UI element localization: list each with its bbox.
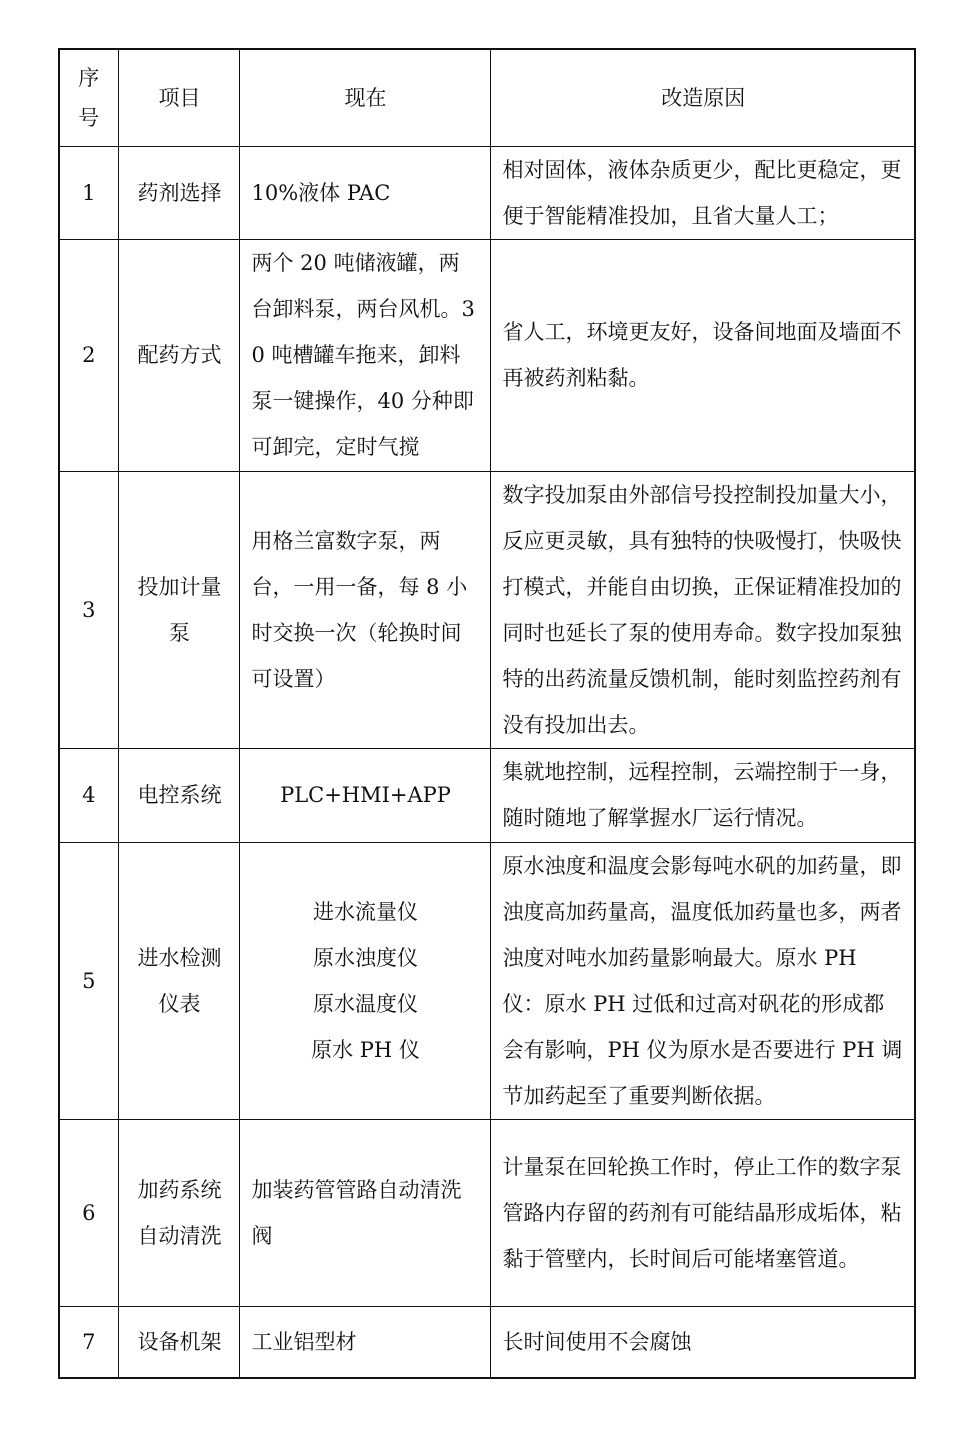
row-reason: 计量泵在回轮换工作时，停止工作的数字泵管路内存留的药剂有可能结晶形成垢体，粘黏于管壁内，长时间后可能堵塞管道。 — [490, 1119, 915, 1306]
row-reason: 数字投加泵由外部信号投控制投加量大小，反应更灵敏，具有独特的快吸慢打，快吸快打模式，并能自由切换，正保证精准投加的同时也延长了泵的使用寿命。数字投加泵独特的出药流量反馈机制，能时刻监控药剂有没有投加出去。 — [490, 471, 915, 748]
header-item: 项目 — [118, 49, 239, 146]
row-no: 1 — [59, 146, 118, 239]
row-no: 6 — [59, 1119, 118, 1306]
instrument-item: 原水 PH 仪 — [311, 1037, 420, 1062]
table-row — [59, 146, 915, 239]
header-row — [59, 49, 915, 146]
row-no: 3 — [59, 471, 118, 748]
row-item: 设备机架 — [118, 1306, 239, 1378]
header-no-top: 序 — [78, 65, 100, 90]
row-item: 进水检测仪表 — [118, 842, 239, 1119]
row-item: 电控系统 — [118, 748, 239, 842]
row-no: 5 — [59, 842, 118, 1119]
row-reason: 原水浊度和温度会影每吨水矾的加药量，即浊度高加药量高，温度低加药量也多，两者浊度对吨水加药量影响最大。原水 PH 仪：原水 PH 过低和过高对矾花的形成都会有影响，PH 仪为原水是否要进行 PH 调节加药起至了重要判断依据。 — [490, 842, 915, 1119]
row-reason: 省人工，环境更友好，设备间地面及墙面不再被药剂粘黏。 — [490, 239, 915, 471]
row-reason: 集就地控制，远程控制，云端控制于一身，随时随地了解掌握水厂运行情况。 — [490, 748, 915, 842]
row-current-list — [239, 842, 490, 1119]
table-body — [59, 146, 915, 1378]
row-current: 10%液体 PAC — [239, 146, 490, 239]
row-no: 4 — [59, 748, 118, 842]
row-no: 2 — [59, 239, 118, 471]
retrofit-table — [58, 48, 916, 1379]
instrument-item: 原水温度仪 — [313, 991, 418, 1016]
row-reason: 相对固体，液体杂质更少，配比更稳定，更便于智能精准投加，且省大量人工； — [490, 146, 915, 239]
table-row — [59, 1306, 915, 1378]
row-item: 加药系统自动清洗 — [118, 1119, 239, 1306]
row-current: 工业铝型材 — [239, 1306, 490, 1378]
row-item: 药剂选择 — [118, 146, 239, 239]
table-row — [59, 239, 915, 471]
row-item: 投加计量泵 — [118, 471, 239, 748]
row-reason: 长时间使用不会腐蚀 — [490, 1306, 915, 1378]
table-row — [59, 842, 915, 1119]
header-reason: 改造原因 — [490, 49, 915, 146]
header-no-bottom: 号 — [78, 105, 100, 130]
table-row — [59, 471, 915, 748]
row-current: PLC+HMI+APP — [239, 748, 490, 842]
row-current: 用格兰富数字泵，两台，一用一备，每 8 小时交换一次（轮换时间可设置） — [239, 471, 490, 748]
table-row — [59, 1119, 915, 1306]
instrument-item: 原水浊度仪 — [313, 945, 418, 970]
header-no — [59, 49, 118, 146]
row-current: 两个 20 吨储液罐，两台卸料泵，两台风机。30 吨槽罐车拖来，卸料泵一键操作，40 分种即可卸完，定时气搅 — [239, 239, 490, 471]
row-current: 加装药管管路自动清洗阀 — [239, 1119, 490, 1306]
table-header — [59, 49, 915, 146]
row-no: 7 — [59, 1306, 118, 1378]
table-row — [59, 748, 915, 842]
header-current: 现在 — [239, 49, 490, 146]
instrument-item: 进水流量仪 — [313, 899, 418, 924]
row-item: 配药方式 — [118, 239, 239, 471]
